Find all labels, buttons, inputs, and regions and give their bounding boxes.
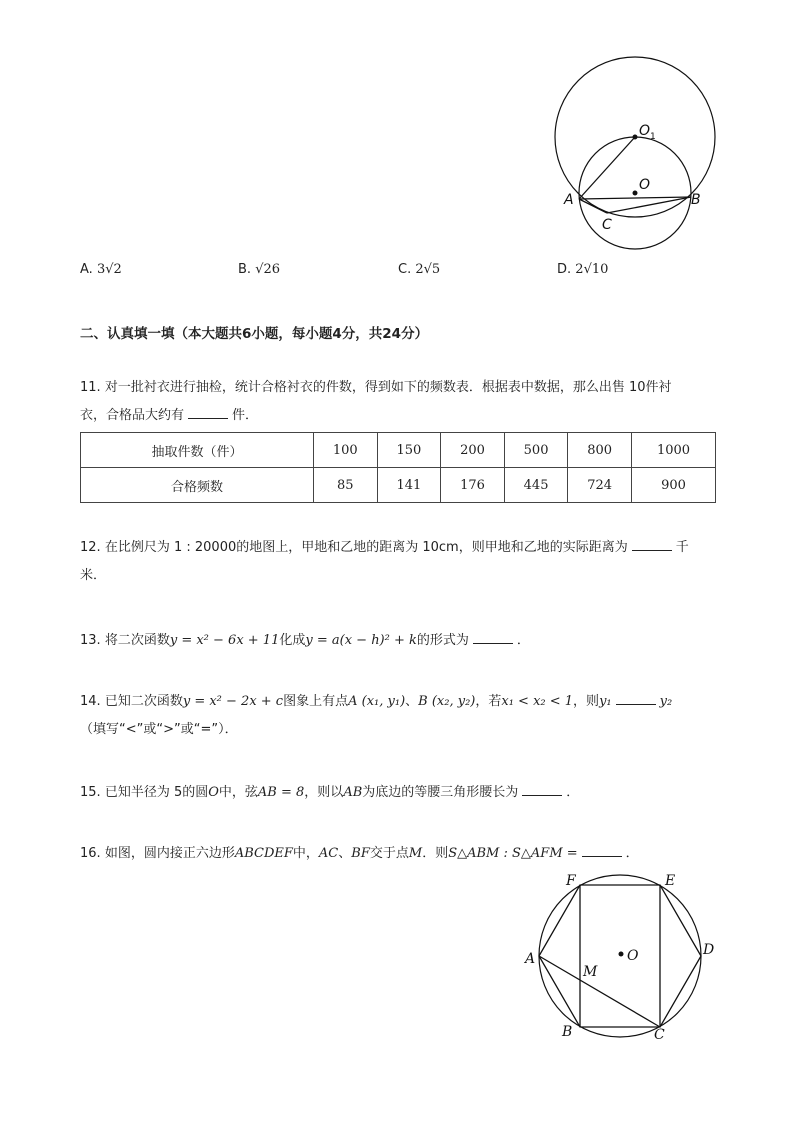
q14-mid2: ，若 <box>475 694 502 709</box>
label-b: B <box>562 1024 573 1040</box>
table-cell: 724 <box>568 468 632 503</box>
q14-sep: 、 <box>405 694 419 709</box>
question-14 <box>80 688 716 744</box>
q14-line2: （填写“<”或“>”或“=”）． <box>80 722 238 737</box>
row1-header: 抽取件数（件） <box>81 433 314 468</box>
question-16 <box>80 840 716 868</box>
choice-d[interactable]: D. 2√10 <box>557 262 609 277</box>
q12-text-post: 千 <box>675 540 689 555</box>
question-13 <box>80 627 716 655</box>
q13-pre: 将二次函数 <box>104 633 170 648</box>
q15-mid2: ，则以 <box>304 785 344 800</box>
q14-mid1: 图象上有点 <box>283 694 349 709</box>
choice-a[interactable]: A. 3√2 <box>80 262 122 277</box>
q16-end: ． <box>625 846 639 861</box>
table-cell: 100 <box>314 433 378 468</box>
question-12 <box>80 534 716 590</box>
table-cell: 150 <box>377 433 441 468</box>
q14-y2: y₂ <box>659 694 673 709</box>
segment-ab <box>579 197 691 199</box>
table-cell: 500 <box>504 433 568 468</box>
table-cell: 900 <box>631 468 715 503</box>
table-cell: 1000 <box>631 433 715 468</box>
label-a: A <box>525 951 536 967</box>
q14-expr1: y = x² − 2x + c <box>182 694 284 709</box>
q12-blank[interactable] <box>632 536 672 551</box>
q13-blank[interactable] <box>473 629 513 644</box>
table-row <box>81 468 716 503</box>
table-cell: 85 <box>314 468 378 503</box>
q15-mid1: 中，弦 <box>218 785 258 800</box>
q15-number: 15. <box>80 785 101 800</box>
label-o1-sub: 1 <box>650 132 656 142</box>
label-m: M <box>583 964 598 980</box>
label-f: F <box>566 873 576 889</box>
q16-mid1: 中， <box>292 846 319 861</box>
q13-expr1: y = x² − 6x + 11 <box>169 633 280 648</box>
label-o: O <box>639 177 651 193</box>
q12-line2: 米． <box>80 568 107 583</box>
q16-hex: ABCDEF <box>234 846 293 861</box>
point-o <box>633 191 638 196</box>
label-e: E <box>665 873 676 889</box>
circle-figure-1 <box>545 55 745 255</box>
question-15 <box>80 779 716 807</box>
table-cell: 445 <box>504 468 568 503</box>
table-cell: 176 <box>441 468 505 503</box>
q16-mid2: 交于点 <box>369 846 409 861</box>
hexagon-figure <box>520 868 720 1048</box>
label-d: D <box>703 942 715 958</box>
table-cell: 141 <box>377 468 441 503</box>
point-o1 <box>633 135 638 140</box>
q11-number: 11. <box>80 380 101 395</box>
label-c: C <box>654 1027 665 1043</box>
q16-blank[interactable] <box>582 842 622 857</box>
q13-number: 13. <box>80 633 101 648</box>
row2-header: 合格频数 <box>81 468 314 503</box>
q15-end: ． <box>566 785 580 800</box>
segment-ac <box>579 199 607 213</box>
table-cell: 200 <box>441 433 505 468</box>
q15-circle: O <box>208 785 219 800</box>
q14-cond: x₁ < x₂ < 1 <box>501 694 574 709</box>
segment-ac <box>539 956 660 1027</box>
q15-post: 为底边的等腰三角形腰长为 <box>362 785 519 800</box>
choice-c[interactable]: C. 2√5 <box>398 262 441 277</box>
segment-ao1 <box>579 137 635 199</box>
q16-sep: 、 <box>338 846 352 861</box>
q13-post: 的形式为 <box>416 633 469 648</box>
q16-m: M <box>408 846 423 861</box>
label-b: B <box>691 192 701 208</box>
q16-pre: 如图，圆内接正六边形 <box>104 846 235 861</box>
q12-number: 12. <box>80 540 101 555</box>
label-c: C <box>602 217 612 233</box>
q11-line1: 对一批衬衣进行抽检，统计合格衬衣的件数，得到如下的频数表．根据表中数据，那么出售 10件衬 <box>104 380 672 395</box>
q13-end: ． <box>516 633 530 648</box>
q13-expr2: y = a(x − h)² + k <box>305 633 417 648</box>
table-cell: 800 <box>568 433 632 468</box>
table-row <box>81 433 716 468</box>
q14-mid3: ，则 <box>573 694 600 709</box>
q16-bf: BF <box>351 846 370 861</box>
question-11 <box>80 374 716 430</box>
point-o <box>619 952 624 957</box>
q14-blank[interactable] <box>616 690 656 705</box>
label-o: O <box>627 948 639 964</box>
q14-point-b: B (x₂, y₂) <box>418 694 476 709</box>
label-o1: O <box>639 123 651 139</box>
q16-ac: AC <box>318 846 339 861</box>
section-title: 二、认真填一填（本大题共6小题，每小题4分，共24分） <box>80 326 429 342</box>
q14-number: 14. <box>80 694 101 709</box>
q15-base: AB <box>343 785 363 800</box>
q16-number: 16. <box>80 846 101 861</box>
segment-cb <box>607 197 691 213</box>
q12-text-pre: 在比例尺为 1 : 20000的地图上，甲地和乙地的距离为 10cm，则甲地和乙地的实际距离为 <box>104 540 628 555</box>
q11-line2-pre: 衣，合格品大约有 <box>80 408 185 423</box>
choice-b[interactable]: B. √26 <box>238 262 281 277</box>
q14-y1: y₁ <box>599 694 612 709</box>
q11-line2-post: 件． <box>232 408 259 423</box>
q16-ratio: S△ABM : S△AFM = <box>448 846 578 861</box>
q16-mid3: ．则 <box>422 846 449 861</box>
answer-choices <box>80 262 720 282</box>
q14-pre: 已知二次函数 <box>104 694 183 709</box>
q13-mid: 化成 <box>279 633 306 648</box>
q15-chord: AB = 8 <box>257 785 305 800</box>
q15-blank[interactable] <box>522 781 562 796</box>
q11-blank[interactable] <box>188 404 228 419</box>
frequency-table <box>80 432 716 503</box>
q14-point-a: A (x₁, y₁) <box>348 694 406 709</box>
q15-pre: 已知半径为 5的圆 <box>104 785 209 800</box>
label-a: A <box>564 192 574 208</box>
